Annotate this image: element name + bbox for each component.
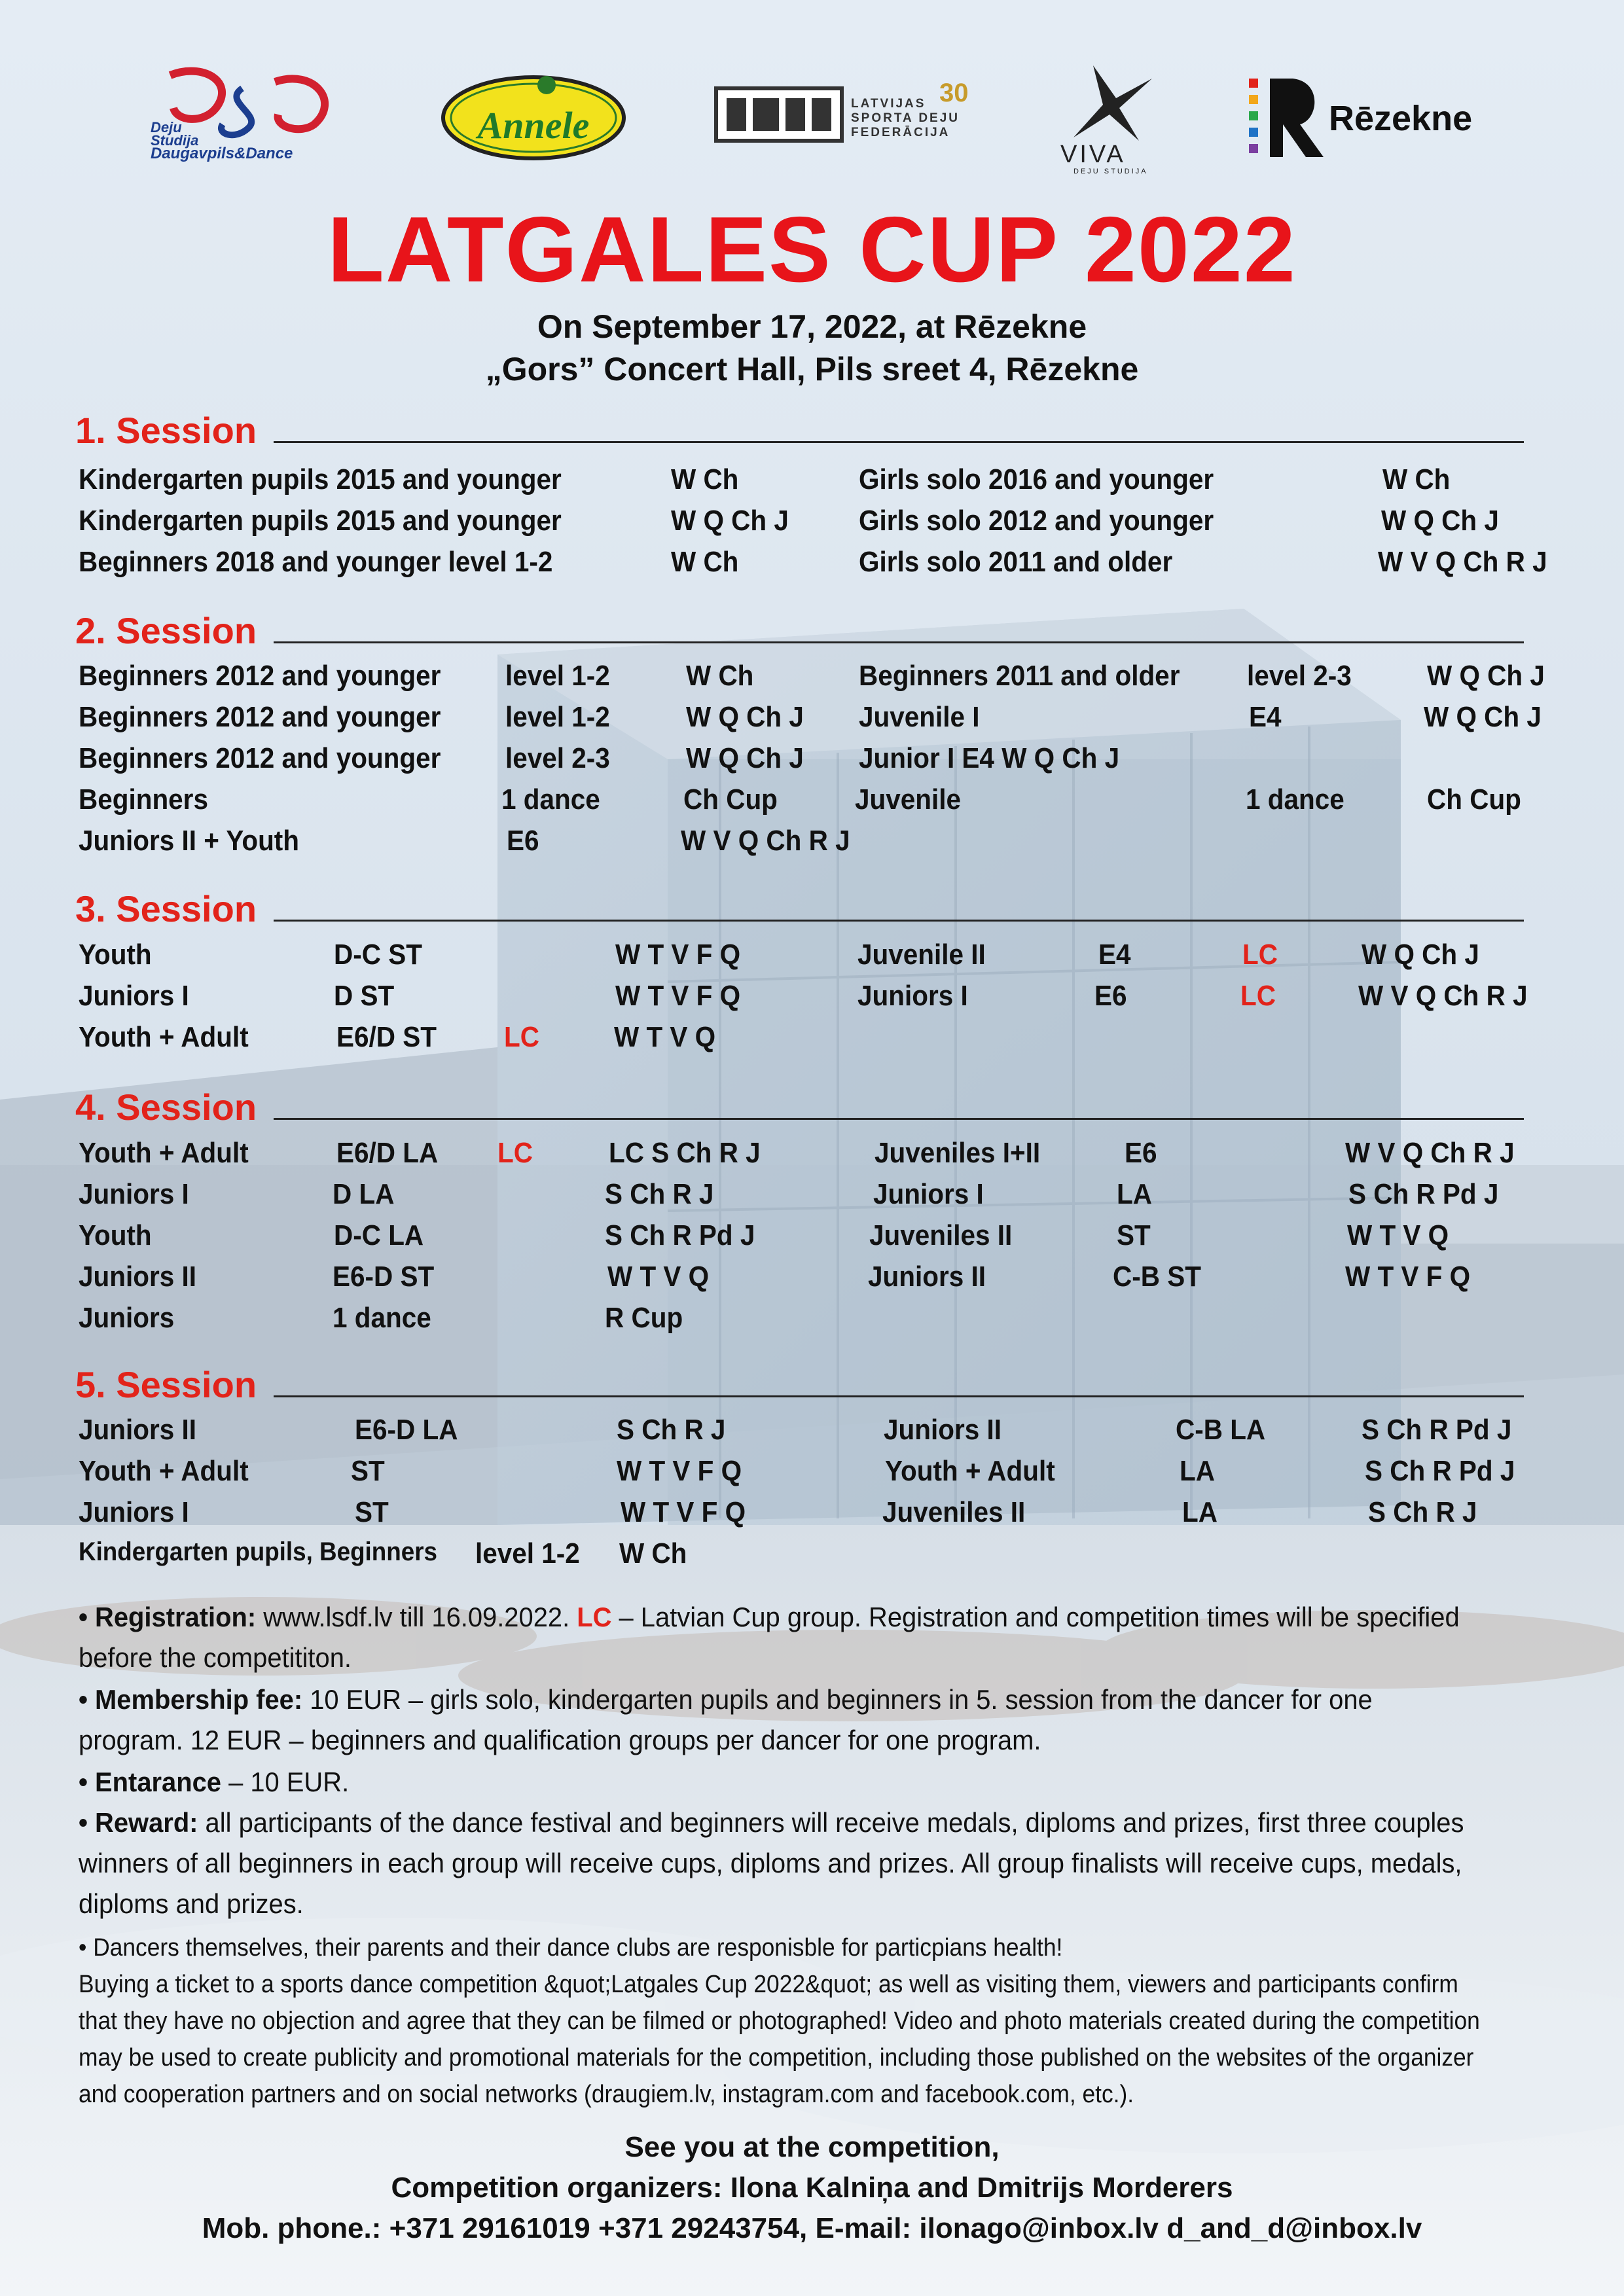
table-cell: W T V Q <box>614 1021 716 1053</box>
table-cell: Kindergarten pupils, Beginners <box>79 1537 438 1566</box>
table-cell: W V Q Ch R J <box>1358 980 1528 1012</box>
table-cell: Juveniles II <box>869 1219 1013 1251</box>
table-cell: S Ch R Pd J <box>1365 1455 1515 1487</box>
table-cell: Youth <box>79 939 152 971</box>
table-cell: W Ch <box>619 1537 687 1570</box>
registration-info <box>79 1597 1484 1678</box>
table-cell: Juvenile <box>855 783 962 816</box>
table-cell: level 1-2 <box>475 1537 580 1570</box>
membership-label: • Membership fee: <box>79 1684 303 1715</box>
entrance-label: • Entarance <box>79 1767 221 1797</box>
table-cell: LC S Ch R J <box>609 1137 761 1169</box>
table-cell: S Ch R J <box>1368 1496 1477 1528</box>
table-cell: W Ch <box>671 463 739 495</box>
table-cell: S Ch R Pd J <box>1362 1414 1512 1446</box>
table-cell: S Ch R J <box>617 1414 726 1446</box>
event-date: On September 17, 2022, at Rēzekne <box>537 308 1087 345</box>
table-cell: W V Q Ch R J <box>681 825 850 857</box>
membership-text: 10 EUR – girls solo, kindergarten pupils and beginners in 5. session from the dancer for one program. 12 EUR – beginners and qualification groups per dancer for one program. <box>79 1684 1373 1755</box>
table-cell: Juniors I <box>857 980 968 1012</box>
table-cell: Kindergarten pupils 2015 and younger <box>79 505 562 537</box>
table-cell: E4 <box>1098 939 1131 971</box>
table-cell: D-C ST <box>334 939 422 971</box>
table-cell: E6 <box>507 825 539 857</box>
table-cell: Beginners 2012 and younger <box>79 742 441 774</box>
table-cell: 1 dance <box>333 1302 431 1334</box>
table-cell: W Q Ch J <box>1362 939 1479 971</box>
table-cell: C-B LA <box>1176 1414 1266 1446</box>
table-cell: Juniors I <box>79 1496 189 1528</box>
viva-logo-text: VIVA <box>1060 141 1126 168</box>
table-cell: W V Q Ch R J <box>1345 1137 1515 1169</box>
table-cell: W Ch <box>686 660 754 692</box>
entrance-info <box>79 1762 1484 1803</box>
table-cell: W Q Ch J <box>671 505 789 537</box>
table-cell: ST <box>351 1455 385 1487</box>
table-cell: W Q Ch J <box>686 742 804 774</box>
page-title: LATGALES CUP 2022 <box>327 198 1297 302</box>
table-cell: LA <box>1117 1178 1152 1210</box>
registration-label: • Registration: <box>79 1602 257 1632</box>
table-cell: Girls solo 2012 and younger <box>859 505 1214 537</box>
reward-label: • Reward: <box>79 1807 198 1838</box>
table-cell: W Ch <box>671 546 739 578</box>
viva-dancer-icon <box>1054 59 1172 144</box>
lsdf-logo <box>713 82 844 147</box>
table-cell: S Ch R J <box>605 1178 714 1210</box>
table-cell: D LA <box>333 1178 395 1210</box>
table-cell: Youth + Adult <box>885 1455 1055 1487</box>
table-cell: W Q Ch J <box>1427 660 1545 692</box>
table-cell: Juniors I <box>79 1178 189 1210</box>
table-cell: W Q Ch J <box>1424 701 1542 733</box>
table-cell: W T V F Q <box>621 1496 746 1528</box>
table-cell: Juniors I <box>873 1178 984 1210</box>
table-cell: Beginners <box>79 783 208 816</box>
table-cell: Junior I E4 W Q Ch J <box>859 742 1120 774</box>
rezekne-logo-icon <box>1244 72 1329 164</box>
table-cell: W Ch <box>1382 463 1451 495</box>
rezekne-logo-text: Rēzekne <box>1329 99 1473 138</box>
table-cell: Ch Cup <box>1427 783 1521 816</box>
table-cell: 1 dance <box>501 783 600 816</box>
table-cell: Beginners 2011 and older <box>859 660 1180 692</box>
table-cell: Girls solo 2011 and older <box>859 546 1173 578</box>
organizers-line: Competition organizers: Ilona Kalniņa and Dmitrijs Morderers <box>391 2172 1233 2204</box>
registration-text: www.lsdf.lv till 16.09.2022. <box>256 1602 577 1632</box>
membership-info <box>79 1679 1484 1761</box>
table-cell: level 1-2 <box>505 701 610 733</box>
table-cell: Juniors II <box>79 1414 196 1446</box>
table-cell: ST <box>355 1496 389 1528</box>
table-cell: Juvenile II <box>857 939 986 971</box>
table-cell: W V Q Ch R J <box>1378 546 1547 578</box>
session-3-divider <box>274 920 1524 922</box>
session-1-divider <box>274 441 1524 443</box>
lc-badge: LC <box>497 1137 533 1169</box>
session-2-divider <box>274 641 1524 643</box>
contact-line: Mob. phone.: +371 29161019 +371 29243754, E-mail: ilonago@inbox.lv d_and_d@inbox.lv <box>202 2212 1422 2244</box>
table-cell: ST <box>1117 1219 1151 1251</box>
table-cell: S Ch R Pd J <box>1348 1178 1499 1210</box>
table-cell: LA <box>1182 1496 1218 1528</box>
lc-badge: LC <box>1242 939 1278 971</box>
session-4-heading: 4. Session <box>75 1086 257 1128</box>
entrance-text: – 10 EUR. <box>221 1767 350 1797</box>
table-cell: Juveniles II <box>882 1496 1026 1528</box>
table-cell: LA <box>1180 1455 1215 1487</box>
table-cell: D-C LA <box>334 1219 424 1251</box>
sponsor-logos <box>0 52 1624 183</box>
table-cell: W T V F Q <box>615 980 741 1012</box>
table-cell: Beginners 2018 and younger level 1-2 <box>79 546 553 578</box>
table-cell: Kindergarten pupils 2015 and younger <box>79 463 562 495</box>
table-cell: Juniors II <box>79 1261 196 1293</box>
health-notice: • Dancers themselves, their parents and their dance clubs are responisble for particpians health! <box>79 1934 1063 1962</box>
table-cell: E6/D ST <box>336 1021 437 1053</box>
session-3-heading: 3. Session <box>75 888 257 929</box>
registration-text-2: – Latvian Cup group. Registration and competition times will be specified before the competititon. <box>79 1602 1460 1673</box>
table-cell: S Ch R Pd J <box>605 1219 755 1251</box>
table-cell: Juniors II <box>868 1261 986 1293</box>
lsdf-logo-text: LATVIJAS SPORTA DEJU FEDERĀCIJA <box>851 97 960 139</box>
table-cell: E6 <box>1094 980 1127 1012</box>
table-cell: level 2-3 <box>1247 660 1352 692</box>
table-cell: 1 dance <box>1246 783 1344 816</box>
event-venue: „Gors” Concert Hall, Pils sreet 4, Rēzekne <box>485 351 1139 387</box>
table-cell: W T V Q <box>607 1261 710 1293</box>
annele-logo-text: Annele <box>477 104 590 147</box>
photo-disclaimer: Buying a ticket to a sports dance competition &quot;Latgales Cup 2022&quot; as well as visiting them, viewers and participants confirm that they have no objection and agree that they can be filmed or photographed! Video and photo materials created during the competition may be used to create publicity and promotional materials for the competition, including those published on the websites of the organizer and cooperation partners and on social networks (draugiem.lv, instagram.com and facebook.com, etc.). <box>79 1971 1480 2108</box>
reward-info <box>79 1803 1484 1924</box>
session-5-heading: 5. Session <box>75 1364 257 1405</box>
table-cell: Juniors <box>79 1302 175 1334</box>
table-cell: W Q Ch J <box>1381 505 1499 537</box>
lc-badge: LC <box>504 1021 539 1053</box>
table-cell: Ch Cup <box>683 783 778 816</box>
session-5-divider <box>274 1395 1524 1397</box>
table-cell: R Cup <box>605 1302 683 1334</box>
closing-line: See you at the competition, <box>624 2131 1000 2163</box>
table-cell: Youth + Adult <box>79 1455 249 1487</box>
lc-badge: LC <box>1240 980 1276 1012</box>
table-cell: Juniors II <box>884 1414 1001 1446</box>
session-1-heading: 1. Session <box>75 410 257 451</box>
deju-studija-logo-text: Deju Studija Daugavpils&Dance <box>151 119 293 162</box>
table-cell: W T V F Q <box>1345 1261 1471 1293</box>
session-4-divider <box>274 1118 1524 1120</box>
table-cell: Youth <box>79 1219 152 1251</box>
table-cell: Juniors I <box>79 980 189 1012</box>
table-cell: E4 <box>1249 701 1282 733</box>
table-cell: Youth + Adult <box>79 1021 249 1053</box>
session-2-heading: 2. Session <box>75 610 257 651</box>
table-cell: E6 <box>1125 1137 1157 1169</box>
table-cell: Girls solo 2016 and younger <box>859 463 1214 495</box>
table-cell: W Q Ch J <box>686 701 804 733</box>
table-cell: E6/D LA <box>336 1137 439 1169</box>
table-cell: level 2-3 <box>505 742 610 774</box>
table-cell: Beginners 2012 and younger <box>79 660 441 692</box>
table-cell: E6-D ST <box>333 1261 435 1293</box>
lc-badge: LC <box>577 1602 612 1632</box>
table-cell: W T V F Q <box>617 1455 742 1487</box>
viva-logo-subtext: DEJU STUDIJA <box>1074 168 1148 175</box>
table-cell: D ST <box>334 980 395 1012</box>
table-cell: Beginners 2012 and younger <box>79 701 441 733</box>
lsdf-anniversary: 30 <box>939 79 969 107</box>
table-cell: W T V F Q <box>615 939 741 971</box>
table-cell: W T V Q <box>1347 1219 1449 1251</box>
table-cell: E6-D LA <box>355 1414 458 1446</box>
table-cell: C-B ST <box>1113 1261 1201 1293</box>
table-cell: level 1-2 <box>505 660 610 692</box>
table-cell: Juniors II + Youth <box>79 825 300 857</box>
table-cell: Youth + Adult <box>79 1137 249 1169</box>
table-cell: Juveniles I+II <box>875 1137 1041 1169</box>
reward-text: all participants of the dance festival and beginners will receive medals, diploms and prizes, first three couples winners of all beginners in each group will receive cups, diploms and prizes. All group finalists will receive cups, medals, diploms and prizes. <box>79 1807 1464 1919</box>
table-cell: Juvenile I <box>859 701 980 733</box>
